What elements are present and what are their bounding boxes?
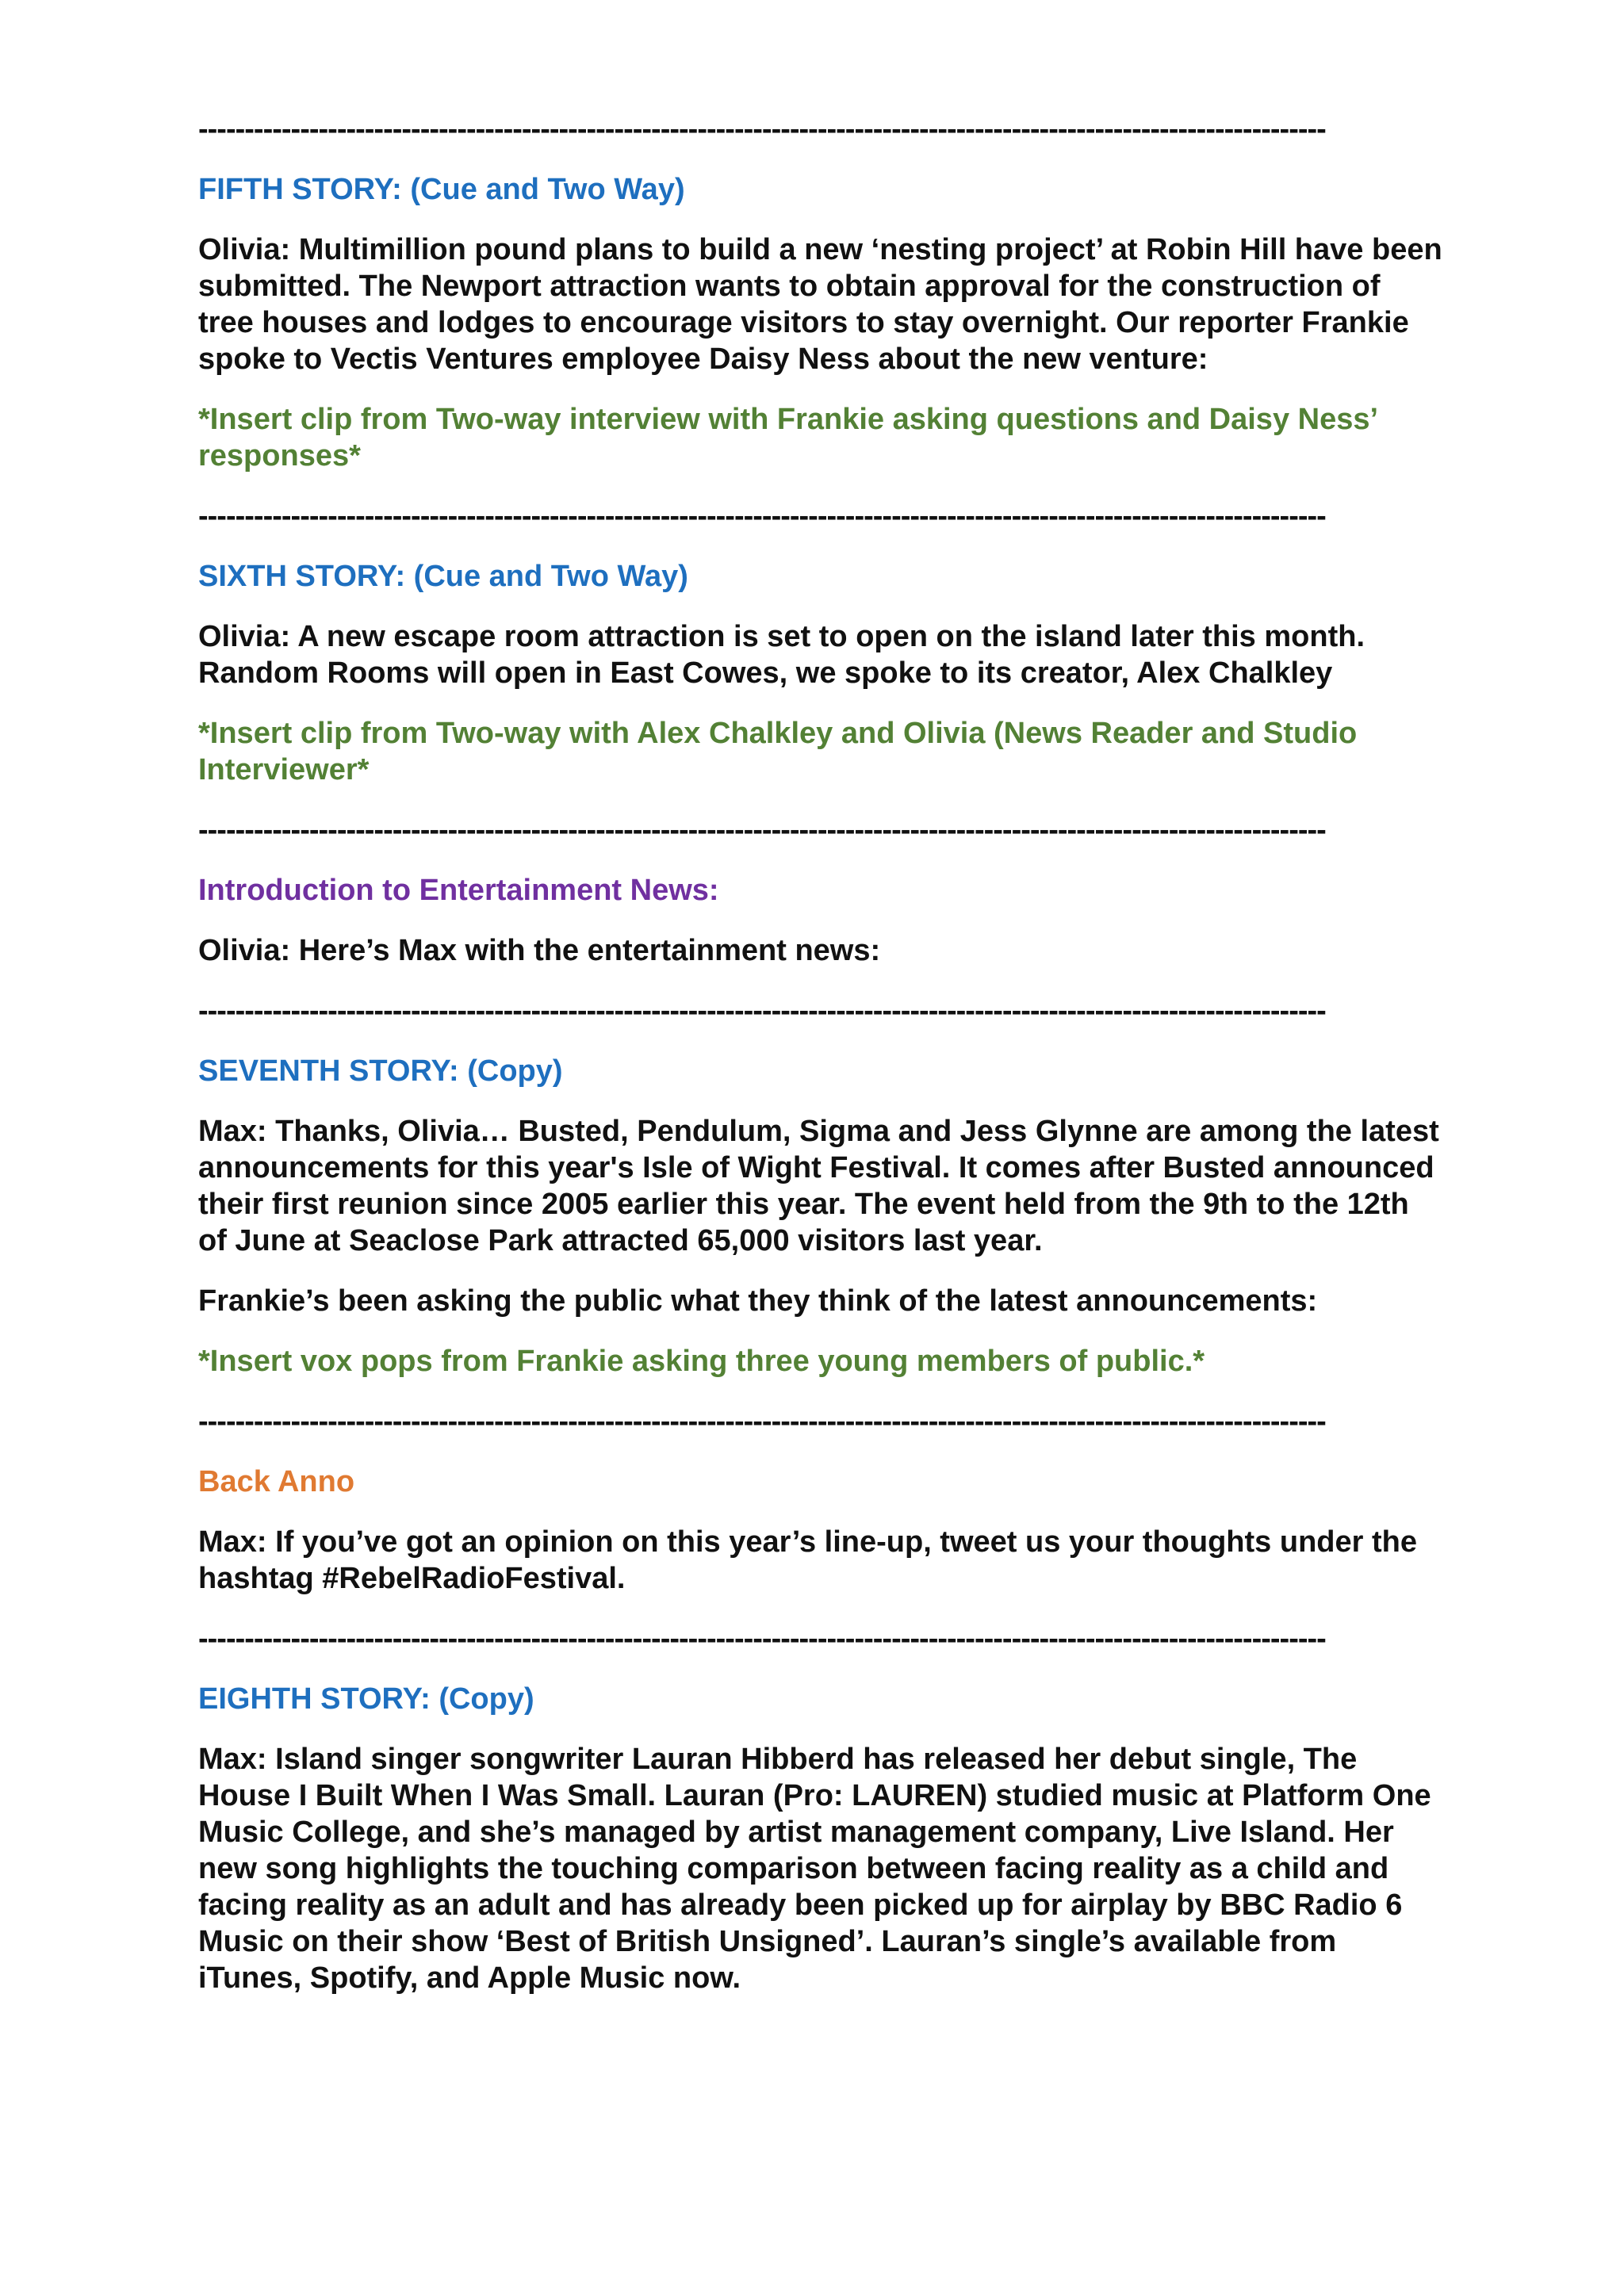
seventh-story-body: Max: Thanks, Olivia… Busted, Pendulum, Sigma and Jess Glynne are among the latest announcements for this year's Isle of Wight Festival. It comes after Busted announced their first reunion since 2005 earlier this year. The event held from the 9th to the 12th of June at Seaclose Park attracted 65,000 visitors last year. [198, 1115, 1439, 1257]
fifth-story-section [198, 171, 1443, 474]
section-divider: -------------------------------------------------------------------------------------------------------------------------- [198, 113, 1326, 146]
seventh-story-body-2: Frankie’s been asking the public what they think of the latest announcements: [198, 1284, 1318, 1318]
entertainment-intro-section [198, 872, 1443, 969]
section-divider: -------------------------------------------------------------------------------------------------------------------------- [198, 994, 1326, 1027]
eighth-story-body: Max: Island singer songwriter Lauran Hibberd has released her debut single, The House I Built When I Was Small. Lauran (Pro: LAUREN) studied music at Platform One Music College, and she’s managed by artist management company, Live Island. Her new song highlights the touching comparison between facing reality as a child and facing reality as an adult and has already been picked up for airplay by BBC Radio 6 Music on their show ‘Best of British Unsigned’. Lauran’s single’s available from iTunes, Spotify, and Apple Music now. [198, 1743, 1431, 1995]
eighth-story-section [198, 1681, 1443, 1996]
back-anno-body: Max: If you’ve got an opinion on this year’s line-up, tweet us your thoughts under the hashtag #RebelRadioFestival. [198, 1525, 1417, 1595]
seventh-story-insert: *Insert vox pops from Frankie asking three young members of public.* [198, 1345, 1205, 1378]
section-divider: -------------------------------------------------------------------------------------------------------------------------- [198, 1405, 1326, 1438]
section-divider: -------------------------------------------------------------------------------------------------------------------------- [198, 499, 1326, 533]
sixth-story-section [198, 558, 1443, 788]
sixth-story-insert: *Insert clip from Two-way with Alex Chalkley and Olivia (News Reader and Studio Interviewer* [198, 717, 1358, 786]
script-content [198, 111, 1443, 2020]
fifth-story-body: Olivia: Multimillion pound plans to build a new ‘nesting project’ at Robin Hill have been submitted. The Newport attraction wants to obtain approval for the construction of tree houses and lodges to encourage visitors to stay overnight. Our reporter Frankie spoke to Vectis Ventures employee Daisy Ness about the new venture: [198, 233, 1442, 376]
sixth-story-heading: SIXTH STORY: (Cue and Two Way) [198, 560, 688, 593]
entertainment-intro-body: Olivia: Here’s Max with the entertainment news: [198, 934, 881, 967]
back-anno-section [198, 1464, 1443, 1597]
entertainment-intro-heading: Introduction to Entertainment News: [198, 874, 719, 907]
fifth-story-insert: *Insert clip from Two-way interview with Frankie asking questions and Daisy Ness’ responses* [198, 403, 1377, 473]
back-anno-heading: Back Anno [198, 1465, 355, 1498]
section-divider: -------------------------------------------------------------------------------------------------------------------------- [198, 813, 1326, 847]
seventh-story-heading: SEVENTH STORY: (Copy) [198, 1054, 563, 1088]
sixth-story-body: Olivia: A new escape room attraction is set to open on the island later this month. Random Rooms will open in East Cowes, we spoke to its creator, Alex Chalkley [198, 620, 1365, 690]
seventh-story-section [198, 1053, 1443, 1380]
eighth-story-heading: EIGHTH STORY: (Copy) [198, 1682, 534, 1716]
section-divider: -------------------------------------------------------------------------------------------------------------------------- [198, 1622, 1326, 1655]
fifth-story-heading: FIFTH STORY: (Cue and Two Way) [198, 173, 685, 206]
